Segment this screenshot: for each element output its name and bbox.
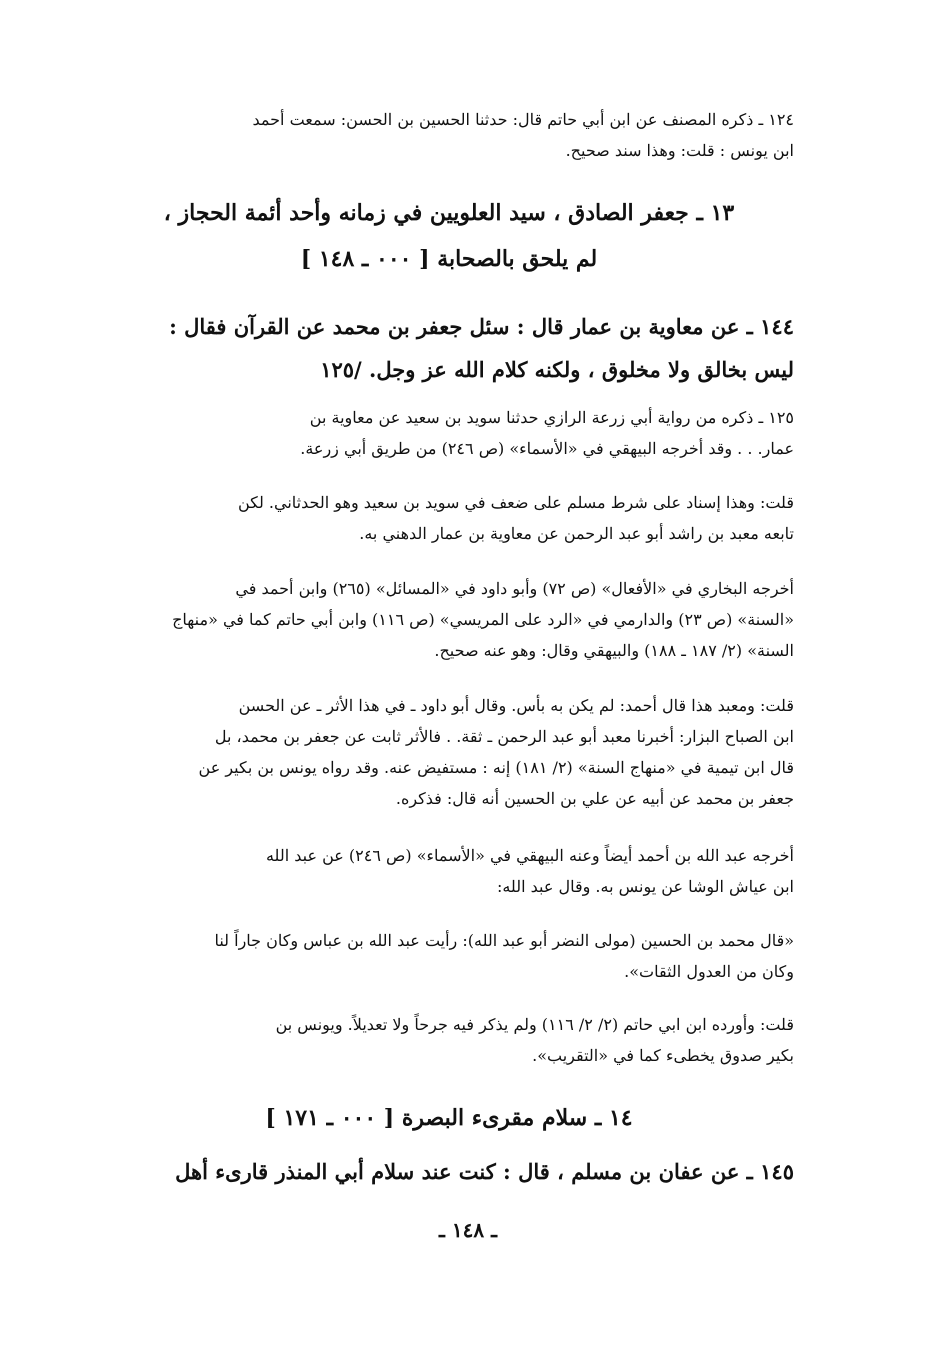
- paragraph-akhrajahu-2: [104, 840, 794, 902]
- text-line: عمار. . . وقد أخرجه البيهقي في «الأسماء» (ص ٢٤٦) من طريق أبي زرعة.: [300, 439, 794, 458]
- paragraph-qult-1: [104, 487, 794, 549]
- footnote-124: [104, 104, 794, 166]
- paragraph-akhrajahu-1: [104, 573, 794, 666]
- text-line: قال ابن تيمية في «منهاج السنة» (٢/ ١٨١) إنه : مستفيض عنه. وقد رواه يونس بن بكير عن: [198, 758, 794, 777]
- text-line: ١٤٤ ـ عن معاوية بن عمار قال : سئل جعفر بن محمد عن القرآن فقال :: [169, 314, 794, 339]
- text-line: جعفر بن محمد عن أبيه عن علي بن الحسين أنه قال: فذكره.: [395, 789, 794, 808]
- text-line: بكير صدوق يخطىء كما في «التقريب».: [532, 1046, 794, 1065]
- text-line: قلت: وأورده ابن ابي حاتم (٢/ ٢/ ١١٦) ولم يذكر فيه جرحاً ولا تعديلاً. ويونس بن: [275, 1015, 794, 1034]
- text-line: السنة» (٢/ ١٨٧ ـ ١٨٨) والبيهقي وقال: وهو عنه صحيح.: [434, 641, 794, 660]
- text-line: أخرجه البخاري في «الأفعال» (ص ٧٢) وأبو داود في «المسائل» (٢٦٥) وابن أحمد في: [235, 579, 794, 598]
- section-heading-13: [104, 190, 794, 282]
- text-line: وكان من العدول الثقات».: [624, 962, 794, 981]
- text-line: أخرجه عبد الله بن أحمد أيضاً وعنه البيهقي في «الأسماء» (ص ٢٤٦) عن عبد الله: [265, 846, 794, 865]
- text-line: قلت: وهذا إسناد على شرط مسلم على ضعف في سويد بن سعيد وهو الحدثاني. لكن: [237, 493, 794, 512]
- section-heading-14: [104, 1095, 794, 1141]
- text-line: تابعه معبد بن راشد أبو عبد الرحمن عن معاوية بن عمار الدهني به.: [359, 524, 794, 543]
- text-line: ابن عياش الوشا عن يونس به. وقال عبد الله:: [496, 877, 794, 896]
- paragraph-quote: [104, 925, 794, 987]
- text-line: ١٢٥ ـ ذكره من رواية أبي زرعة الرازي حدثنا سويد بن سعيد عن معاوية بن: [309, 408, 794, 427]
- main-text-145: [104, 1150, 794, 1193]
- text-line: ابن الصباح البزار: أخبرنا معبد أبو عبد الرحمن ـ ثقة. . فالأثر ثابت عن جعفر بن محمد، بل: [214, 727, 794, 746]
- paragraph-qult-3: [104, 1009, 794, 1071]
- heading-line: لم يلحق بالصحابة [ ٠٠٠ ـ ١٤٨ ]: [300, 246, 598, 272]
- paragraph-qult-2: [104, 690, 794, 814]
- main-text-144: [104, 305, 794, 391]
- text-line: ١٢٤ ـ ذكره المصنف عن ابن أبي حاتم قال: حدثنا الحسين بن الحسن: سمعت أحمد: [252, 110, 794, 129]
- text-line: ابن يونس : قلت: وهذا سند صحيح.: [565, 141, 794, 160]
- text-line: قلت: ومعبد هذا قال أحمد: لم يكن به بأس. وقال أبو داود ـ في هذا الأثر ـ عن الحسن: [238, 696, 794, 715]
- heading-line: ١٤ ـ سلام مقرىء البصرة [ ٠٠٠ ـ ١٧١ ]: [265, 1105, 633, 1131]
- text-line: ١٤٥ ـ عن عفان بن مسلم ، قال : كنت عند سلام أبي المنذر قارىء أهل: [175, 1159, 794, 1184]
- footnote-125: [104, 402, 794, 464]
- text-line: ليس بخالق ولا مخلوق ، ولكنه كلام الله عز وجل. /١٢٥: [320, 357, 794, 382]
- text-line: «قال محمد بن الحسين (مولى النضر أبو عبد الله): رأيت عبد الله بن عباس وكان جاراً لنا: [214, 931, 794, 950]
- page-number: ـ ١٤٨ ـ: [439, 1218, 497, 1242]
- heading-line: ١٣ ـ جعفر الصادق ، سيد العلويين في زمانه وأحد أئمة الحجاز ،: [163, 200, 735, 226]
- text-line: «السنة» (ص ٢٣) والدارمي في «الرد على المريسي» (ص ١١٦) وابن أبي حاتم كما في «منهاج: [172, 610, 794, 629]
